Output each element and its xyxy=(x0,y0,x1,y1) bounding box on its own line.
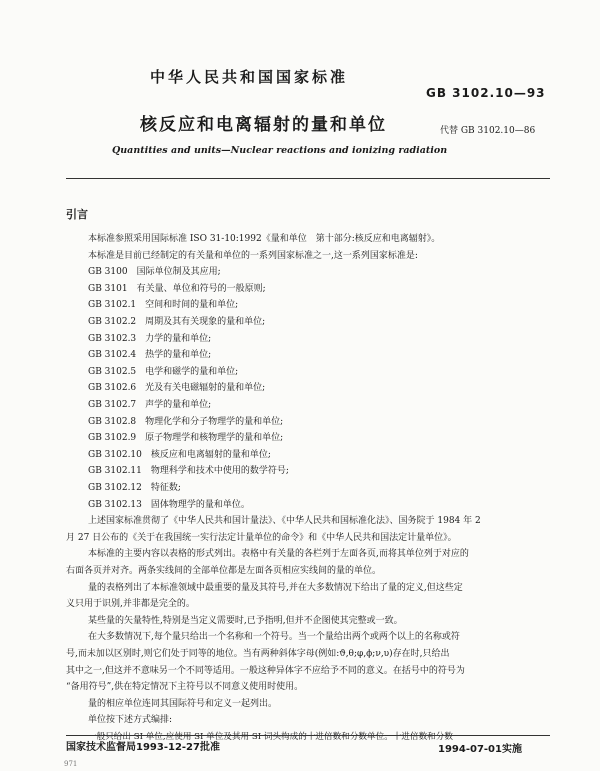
national-standard-heading: 中华人民共和国国家标准 xyxy=(150,68,349,86)
text-line: 右面各页并对齐。两条实线间的全部单位都是左面各页相应实线间的量的单位。 xyxy=(66,566,382,576)
list-item: GB 3102.10 核反应和电离辐射的量和单位; xyxy=(88,449,271,460)
text-line: “备用符号”,供在特定情况下主符号以不同意义使用时使用。 xyxy=(66,682,304,693)
text-line: 量的表格列出了本标准领域中最重要的量及其符号,并在大多数情况下给出了量的定义,但这些定 xyxy=(88,582,463,593)
intro-heading: 引言 xyxy=(66,208,88,221)
text-line: 单位按下述方式编排: xyxy=(88,715,173,726)
text-line: 号,而未加以区别时,则它们处于同等的地位。当有两种斜体字母(例如:ϑ,θ;φ,ϕ;ν,υ)存在时,只给出 xyxy=(66,649,450,659)
page-number: 971 xyxy=(64,760,78,768)
text-line: 其中之一,但这并不意味另一个不同等适用。一般这种异体字不应给予不同的意义。在括号中的符号为 xyxy=(66,665,465,676)
list-item: GB 3102.7 声学的量和单位; xyxy=(88,400,212,410)
list-item: GB 3102.12 特征数; xyxy=(88,483,181,493)
list-item: GB 3102.13 固体物理学的量和单位。 xyxy=(88,499,250,510)
list-item: GB 3102.3 力学的量和单位; xyxy=(88,333,212,344)
text-line: 本标准是目前已经制定的有关量和单位的一系列国家标准之一,这一系列国家标准是: xyxy=(88,250,418,261)
list-item: GB 3102.11 物理科学和技术中使用的数学符号; xyxy=(88,466,289,477)
replaces-standard: 代替 GB 3102.10—86 xyxy=(440,126,536,136)
text-line: 一般只给出 SI 单位,应使用 SI 单位及其用 SI 词头构成的十进倍数和分数单位。十进倍数和分数 xyxy=(88,732,453,742)
text-line: 上述国家标准贯彻了《中华人民共和国计量法》、《中华人民共和国标准化法》、国务院于 1984 年 2 xyxy=(88,516,481,527)
document-title-en: Quantities and units—Nuclear reactions and ionizing radiation xyxy=(112,145,448,156)
list-item: GB 3102.1 空间和时间的量和单位; xyxy=(88,300,239,311)
text-line: 量的相应单位连同其国际符号和定义一起列出。 xyxy=(88,698,278,709)
list-item: GB 3101 有关量、单位和符号的一般原则; xyxy=(88,283,266,294)
footer-divider xyxy=(66,735,550,736)
list-item: GB 3102.8 物理化学和分子物理学的量和单位; xyxy=(88,416,284,427)
text-line: 本标准参照采用国际标准 ISO 31-10:1992《量和单位 第十部分:核反应和电离辐射》。 xyxy=(88,234,441,244)
approval-date: 国家技术监督局1993-12-27批准 xyxy=(66,742,220,753)
list-item: GB 3102.5 电学和磁学的量和单位; xyxy=(88,366,239,377)
list-item: GB 3100 国际单位制及其应用; xyxy=(88,267,221,278)
document-title-cn: 核反应和电离辐射的量和单位 xyxy=(140,115,387,135)
list-item: GB 3102.6 光及有关电磁辐射的量和单位; xyxy=(88,383,266,394)
list-item: GB 3102.9 原子物理学和核物理学的量和单位; xyxy=(88,433,284,444)
list-item: GB 3102.2 周期及其有关现象的量和单位; xyxy=(88,317,266,327)
text-line: 义只用于识别,并非都是完全的。 xyxy=(66,599,195,610)
list-item: GB 3102.4 热学的量和单位; xyxy=(88,350,212,361)
text-line: 本标准的主要内容以表格的形式列出。表格中有关量的各栏列于左面各页,而将其单位列于对应的 xyxy=(88,549,469,560)
text-line: 在大多数情况下,每个量只给出一个名称和一个符号。当一个量给出两个或两个以上的名称或符 xyxy=(88,632,460,643)
standard-code: GB 3102.10—93 xyxy=(426,86,546,100)
text-line: 月 27 日公布的《关于在我国统一实行法定计量单位的命令》和《中华人民共和国法定计量单位》。 xyxy=(66,532,457,543)
text-line: 某些量的矢量特性,特别是当定义需要时,已予指明,但并不企图使其完整或一致。 xyxy=(88,615,403,626)
implementation-date: 1994-07-01实施 xyxy=(438,744,522,755)
